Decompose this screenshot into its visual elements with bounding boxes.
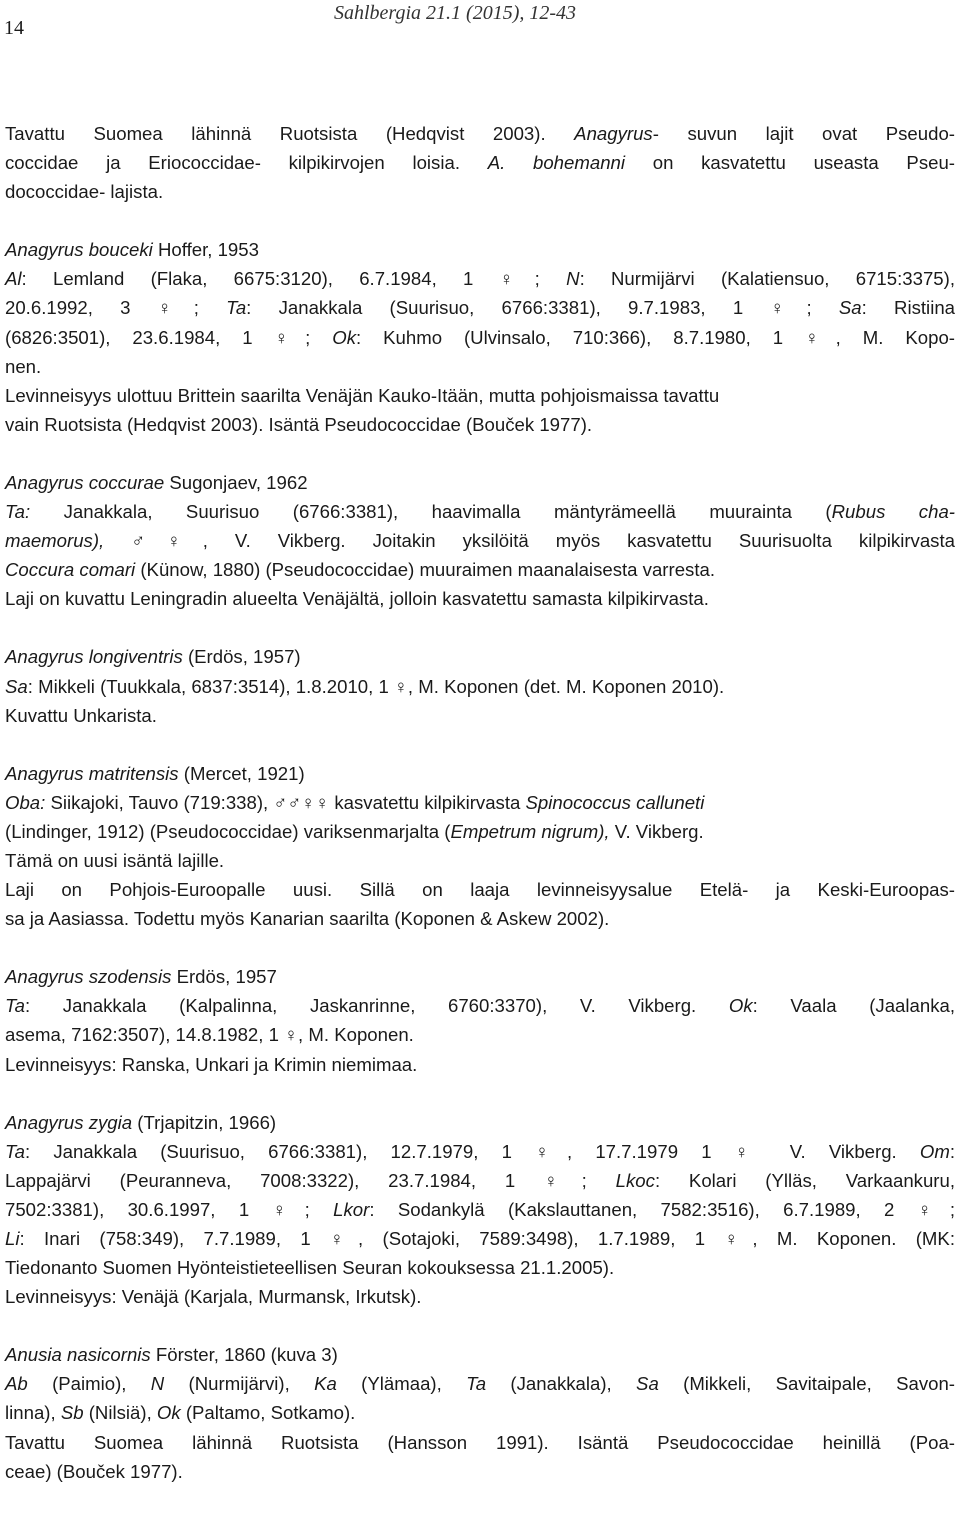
italic-text: Anagyrus bouceki bbox=[5, 239, 153, 261]
text-run: Sugonjaev, 1962 bbox=[164, 471, 308, 493]
text-line bbox=[5, 235, 955, 264]
text-line bbox=[5, 672, 955, 701]
italic-text: Anagyrus zygia bbox=[5, 1111, 133, 1133]
text-line bbox=[5, 875, 955, 904]
italic-text: Sb bbox=[60, 1402, 84, 1424]
text-run: Tämä on uusi isäntä lajille. bbox=[5, 849, 225, 871]
italic-text: Ok bbox=[156, 1402, 181, 1424]
text-run: : Janakkala (Suurisuo, 6766:3381), 12.7.1979, 1 ♀, 17.7.1979 1 ♀ V. Vikberg. bbox=[25, 1140, 920, 1162]
italic-text: Lkoc bbox=[615, 1169, 655, 1191]
text-run: 20.6.1992, 3 ♀; bbox=[5, 297, 227, 319]
text-line bbox=[5, 904, 955, 933]
text-line bbox=[5, 1398, 955, 1427]
text-run: (Lindinger, 1912) (Pseudococcidae) variksenmarjalta ( bbox=[5, 820, 451, 842]
text-run: : bbox=[949, 1140, 955, 1162]
italic-text: Anagyrus longiventris bbox=[5, 646, 183, 668]
text-run: (Erdös, 1957) bbox=[182, 646, 301, 668]
text-run: : Sodankylä (Kakslauttanen, 7582:3516), 6.7.1989, 2 ♀; bbox=[369, 1198, 955, 1220]
text-run: ceae) (Bouček 1977). bbox=[5, 1460, 183, 1482]
text-line bbox=[5, 468, 955, 497]
text-run: on kasvatettu useasta Pseu- bbox=[625, 152, 955, 174]
italic-text: Ta bbox=[5, 995, 25, 1017]
paragraph bbox=[5, 759, 955, 934]
italic-text: Ab bbox=[5, 1373, 28, 1395]
text-line bbox=[5, 1050, 955, 1079]
text-run: (Ylämaa), bbox=[336, 1373, 467, 1395]
italic-text: Anagyrus szodensis bbox=[5, 966, 172, 988]
italic-text: Sa bbox=[636, 1373, 659, 1395]
text-run: : Janakkala (Suurisuo, 6766:3381), 9.7.1983, 1 ♀; bbox=[246, 297, 839, 319]
running-head: Sahlbergia 21.1 (2015), 12-43 bbox=[334, 2, 577, 24]
paragraph bbox=[5, 1108, 955, 1312]
text-line bbox=[5, 846, 955, 875]
text-run: (Mercet, 1921) bbox=[178, 762, 305, 784]
italic-text: Anusia nasicornis bbox=[5, 1344, 151, 1366]
italic-text: Sa bbox=[5, 675, 28, 697]
text-run: Lappajärvi (Peuranneva, 7008:3322), 23.7.1984, 1 ♀; bbox=[5, 1169, 616, 1191]
italic-text: Ok bbox=[332, 326, 357, 348]
text-line bbox=[5, 642, 955, 671]
text-line bbox=[5, 497, 955, 526]
text-line bbox=[5, 177, 955, 206]
text-run: : Inari (758:349), 7.7.1989, 1 ♀, (Sotajoki, 7589:3498), 1.7.1989, 1 ♀, M. Koponen. (MK: bbox=[19, 1228, 955, 1249]
italic-text: Empetrum nigrum), bbox=[450, 820, 610, 842]
text-run: coccidae ja Eriococcidae- kilpikirvojen loisia. bbox=[5, 152, 488, 174]
text-run: : Vaala (Jaalanka, bbox=[752, 995, 955, 1017]
text-run: (Nurmijärvi), bbox=[164, 1373, 315, 1395]
text-run: : Lemland (Flaka, 6675:3120), 6.7.1984, 1 ♀; bbox=[21, 268, 567, 290]
text-line bbox=[5, 1369, 955, 1398]
text-line bbox=[5, 1195, 955, 1224]
text-run: Laji on kuvattu Leningradin alueelta Venäjältä, jolloin kasvatettu samasta kilpikirvasta. bbox=[5, 588, 709, 610]
text-run: : Mikkeli (Tuukkala, 6837:3514), 1.8.2010, 1 ♀, M. Koponen (det. M. Koponen 2010). bbox=[27, 675, 725, 697]
italic-text: Spinococcus calluneti bbox=[525, 791, 705, 813]
text-run: Tiedonanto Suomen Hyönteistieteellisen Seuran kokouksessa 21.1.2005). bbox=[5, 1257, 615, 1279]
text-line bbox=[5, 1340, 955, 1369]
text-line bbox=[5, 788, 955, 817]
text-run: : Ristiina bbox=[861, 297, 956, 319]
text-run: 7502:3381), 30.6.1997, 1 ♀; bbox=[5, 1198, 334, 1220]
text-line bbox=[5, 962, 955, 991]
text-line bbox=[5, 1020, 955, 1049]
italic-text: Oba: bbox=[5, 791, 46, 813]
italic-text: Ok bbox=[728, 995, 753, 1017]
text-line bbox=[5, 991, 955, 1020]
text-run: Levinneisyys ulottuu Brittein saarilta Venäjän Kauko-Itään, mutta pohjoismaissa tavattu bbox=[5, 384, 720, 406]
text-run: (Trjapitzin, 1966) bbox=[132, 1111, 277, 1133]
text-run: Kuvattu Unkarista. bbox=[5, 704, 157, 726]
italic-text: Ta bbox=[5, 1140, 25, 1162]
text-line bbox=[5, 1428, 955, 1457]
text-line bbox=[5, 1253, 955, 1282]
text-run: (6826:3501), 23.6.1984, 1 ♀; bbox=[5, 326, 333, 348]
text-run: (Paimio), bbox=[27, 1373, 151, 1395]
text-run: (Künow, 1880) (Pseudococcidae) muuraimen maanalaisesta varresta. bbox=[135, 559, 716, 581]
text-run: Förster, 1860 (kuva 3) bbox=[150, 1344, 338, 1366]
italic-text: Ka bbox=[314, 1373, 337, 1395]
text-run: sa ja Aasiassa. Todettu myös Kanarian saarilta (Koponen & Askew 2002). bbox=[5, 908, 610, 930]
text-run: dococcidae- lajista. bbox=[5, 181, 164, 203]
text-line bbox=[5, 1224, 955, 1253]
text-line bbox=[5, 701, 955, 730]
text-run: nen. bbox=[5, 355, 42, 377]
text-run: : Janakkala (Kalpalinna, Jaskanrinne, 6760:3370), V. Vikberg. bbox=[25, 995, 729, 1017]
text-run: Hoffer, 1953 bbox=[152, 239, 259, 261]
text-run: Tavattu Suomea lähinnä Ruotsista (Hansson 1991). Isäntä Pseudococcidae heinillä (Poa- bbox=[5, 1431, 955, 1453]
italic-text: Sa bbox=[838, 297, 862, 319]
italic-text: Al bbox=[5, 268, 22, 290]
text-line bbox=[5, 293, 955, 322]
text-line bbox=[5, 1457, 955, 1486]
italic-text: Anagyrus coccurae bbox=[5, 471, 165, 493]
italic-text: Lkor bbox=[333, 1198, 370, 1220]
text-line bbox=[5, 526, 955, 555]
text-run: Tavattu Suomea lähinnä Ruotsista (Hedqvist 2003). bbox=[5, 123, 575, 144]
italic-text: Om bbox=[919, 1140, 950, 1162]
italic-text: N bbox=[150, 1373, 165, 1395]
paragraph bbox=[5, 468, 955, 613]
text-run: - suvun lajit ovat Pseudo- bbox=[652, 123, 955, 144]
text-line bbox=[5, 119, 955, 148]
text-run: ♂♀, V. Vikberg. Joitakin yksilöitä myös kasvatettu Suurisuolta kilpikirvasta bbox=[104, 530, 955, 552]
text-line bbox=[5, 759, 955, 788]
italic-text: Ta bbox=[226, 297, 247, 319]
text-run: : Kolari (Ylläs, Varkaankuru, bbox=[654, 1169, 955, 1191]
text-run: (Mikkeli, Savitaipale, Savon- bbox=[658, 1373, 955, 1395]
text-run: (Paltamo, Sotkamo). bbox=[180, 1402, 356, 1424]
italic-text: Anagyrus bbox=[574, 123, 653, 144]
text-line bbox=[5, 264, 955, 293]
text-run: Levinneisyys: Venäjä (Karjala, Murmansk, Irkutsk). bbox=[5, 1286, 422, 1308]
text-run: V. Vikberg. bbox=[609, 820, 704, 842]
page-header bbox=[0, 0, 960, 60]
text-line bbox=[5, 381, 955, 410]
italic-text: bohemanni bbox=[533, 152, 626, 174]
article-body bbox=[5, 119, 955, 1515]
paragraph bbox=[5, 235, 955, 439]
paragraph bbox=[5, 962, 955, 1078]
italic-text: N bbox=[566, 268, 580, 290]
italic-text: maemorus), bbox=[5, 530, 105, 552]
italic-text: Ta bbox=[466, 1373, 487, 1395]
text-run: asema, 7162:3507), 14.8.1982, 1 ♀, M. Koponen. bbox=[5, 1024, 414, 1046]
text-line bbox=[5, 410, 955, 439]
paragraph bbox=[5, 642, 955, 729]
text-line bbox=[5, 1282, 955, 1311]
text-run: Laji on Pohjois-Euroopalle uusi. Sillä on laaja levinneisyysalue Etelä- ja Keski-Euroopas- bbox=[5, 879, 955, 901]
page-number: 14 bbox=[4, 17, 24, 39]
text-line bbox=[5, 1108, 955, 1137]
italic-text: Li bbox=[5, 1228, 20, 1249]
italic-text: Anagyrus matritensis bbox=[5, 762, 179, 784]
text-run: Janakkala, Suurisuo (6766:3381), haavimalla mäntyrämeellä muurainta ( bbox=[30, 501, 832, 523]
text-run: linna), bbox=[5, 1402, 61, 1424]
text-run: Siikajoki, Tauvo (719:338), ♂♂♀♀ kasvatettu kilpikirvasta bbox=[45, 791, 526, 813]
italic-text: A. bbox=[487, 152, 506, 174]
text-run: (Janakkala), bbox=[486, 1373, 637, 1395]
text-run: (Nilsiä), bbox=[83, 1402, 157, 1424]
text-run bbox=[505, 152, 533, 173]
text-line bbox=[5, 323, 955, 352]
text-run: vain Ruotsista (Hedqvist 2003). Isäntä Pseudococcidae (Bouček 1977). bbox=[5, 413, 593, 435]
text-line bbox=[5, 1166, 955, 1195]
italic-text: Rubus cha- bbox=[831, 501, 955, 523]
text-line bbox=[5, 1137, 955, 1166]
text-line bbox=[5, 148, 955, 177]
text-line bbox=[5, 555, 955, 584]
paragraph bbox=[5, 119, 955, 206]
text-run: : Nurmijärvi (Kalatiensuo, 6715:3375), bbox=[579, 268, 955, 290]
italic-text: Ta: bbox=[5, 501, 31, 523]
text-line bbox=[5, 584, 955, 613]
text-run: Levinneisyys: Ranska, Unkari ja Krimin niemimaa. bbox=[5, 1053, 418, 1075]
italic-text: Coccura comari bbox=[5, 559, 136, 581]
text-line bbox=[5, 817, 955, 846]
text-run: Erdös, 1957 bbox=[171, 966, 277, 988]
text-run: : Kuhmo (Ulvinsalo, 710:366), 8.7.1980, 1 ♀, M. Kopo- bbox=[356, 326, 955, 348]
paragraph bbox=[5, 1340, 955, 1485]
text-line bbox=[5, 352, 955, 381]
